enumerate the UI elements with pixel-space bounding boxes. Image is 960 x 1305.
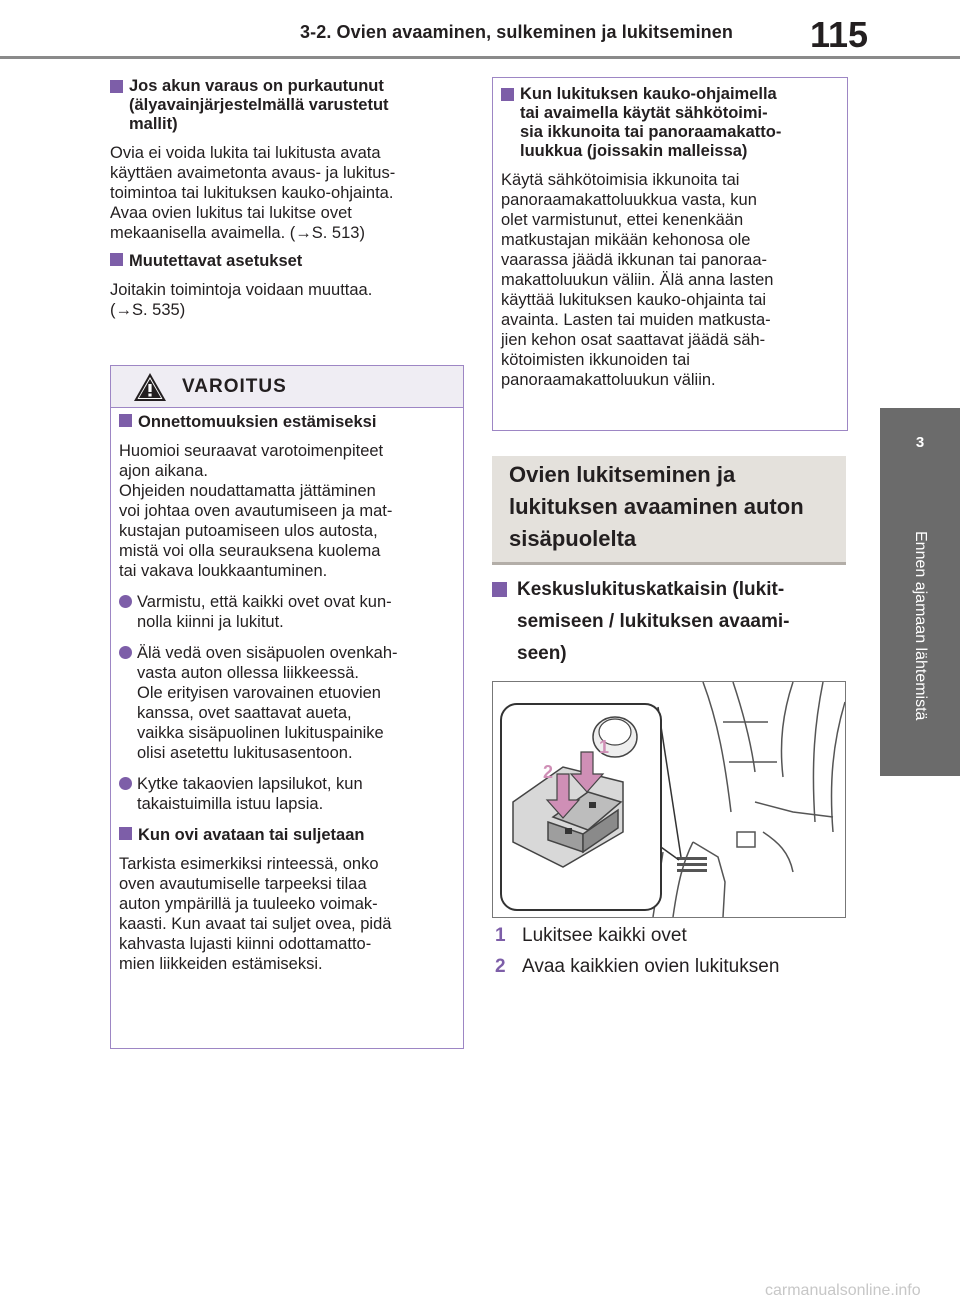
prevent-heading-text: Onnettomuuksien estämiseksi xyxy=(138,413,377,431)
text-line: Käytä sähkötoimisia ikkunoita tai xyxy=(501,171,740,189)
warning-title: VAROITUS xyxy=(182,376,287,397)
text-line: kaasti. Kun avaat tai suljet ovea, pidä xyxy=(119,915,392,933)
title-line: lukituksen avaaminen auton xyxy=(509,494,804,519)
item-number: 1 xyxy=(495,925,506,946)
text-line: Varmistu, että kaikki ovet ovat kun- xyxy=(137,593,392,611)
header-divider xyxy=(0,56,960,59)
prevent-heading xyxy=(119,413,459,432)
section-title-box xyxy=(492,456,846,565)
text-line: takaistuimilla istuu lapsia. xyxy=(137,795,324,813)
title-line: sisäpuolelta xyxy=(509,526,637,551)
remote-warning-box xyxy=(492,77,848,431)
battery-text xyxy=(110,143,470,243)
text-line: Kytke takaovien lapsilukot, kun xyxy=(137,775,363,793)
text-line: Huomioi seuraavat varotoimenpiteet xyxy=(119,442,384,460)
settings-text xyxy=(110,280,470,320)
text-line: avainta. Lasten tai muiden matkusta- xyxy=(501,311,771,329)
text-line: kötoimisten ikkunoiden tai xyxy=(501,351,690,369)
watermark: carmanualsonline.info xyxy=(765,1282,921,1299)
text-line: käyttää lukituksen kauko-ohjainta tai xyxy=(501,291,767,309)
square-bullet-icon xyxy=(501,88,514,101)
battery-section xyxy=(110,77,470,320)
heading-line: Jos akun varaus on purkautunut xyxy=(129,77,384,95)
text-line: Ole erityisen varovainen etuovien xyxy=(137,684,381,702)
warning-box xyxy=(110,407,464,1049)
figure-label-2: 2 xyxy=(543,762,554,782)
text-line: käyttäen avaimetonta avaus- ja lukitus- xyxy=(110,164,396,182)
section-title xyxy=(509,459,804,555)
heading-line: seen) xyxy=(517,643,567,664)
numbered-item xyxy=(495,925,687,947)
heading-line: Kun lukituksen kauko-ohjaimella xyxy=(520,85,777,103)
round-bullet-icon xyxy=(119,646,132,659)
text-line: Avaa ovien lukitus tai lukitse ovet xyxy=(110,204,352,222)
door-heading-text: Kun ovi avataan tai suljetaan xyxy=(138,826,365,844)
text-line: vaikka sisäpuolinen lukituspainike xyxy=(137,724,384,742)
page-number: 115 xyxy=(810,14,869,55)
text-line: panoraamakattoluukun väliin. xyxy=(501,371,716,389)
square-bullet-icon xyxy=(110,80,123,93)
text-line: Ohjeiden noudattamatta jättäminen xyxy=(119,482,376,500)
settings-heading-text: Muutettavat asetukset xyxy=(129,252,303,270)
chapter-number: 3 xyxy=(915,433,925,451)
text-line: kanssa, ovet saattavat aueta, xyxy=(137,704,352,722)
bullet-item xyxy=(119,643,459,763)
figure-label-1: 1 xyxy=(599,737,610,757)
page-reference-link[interactable]: mekaanisella avaimella. (→S. 513) xyxy=(110,224,365,242)
heading-line: Keskuslukituskatkaisin (lukit- xyxy=(517,579,785,600)
text-line: voi johtaa oven avautumiseen ja mat- xyxy=(119,502,393,520)
door-panel-drawing xyxy=(493,682,845,917)
text-line: kahvasta lujasti kiinni odottamatto- xyxy=(119,935,372,953)
item-text: Lukitsee kaikki ovet xyxy=(522,925,687,946)
bullet-item xyxy=(119,592,459,632)
heading-line: semiseen / lukituksen avaami- xyxy=(517,611,790,632)
square-bullet-icon xyxy=(492,582,507,597)
page-reference-link[interactable]: (→S. 535) xyxy=(110,301,186,319)
text-line: kustajan putoamiseen ulos autosta, xyxy=(119,522,378,540)
text-line: panoraamakattoluukkua vasta, kun xyxy=(501,191,757,209)
round-bullet-icon xyxy=(119,595,132,608)
heading-line: luukkua (joissakin malleissa) xyxy=(520,142,748,160)
numbered-item xyxy=(495,956,779,978)
door-heading xyxy=(119,826,459,845)
remote-text xyxy=(501,170,841,390)
text-line: auton ympärillä ja tuuleeko voimak- xyxy=(119,895,378,913)
text-line: ajon aikana. xyxy=(119,462,208,480)
bullet-item xyxy=(119,774,459,814)
text-line: Älä vedä oven sisäpuolen ovenkah- xyxy=(137,644,398,662)
text-line: vasta auton ollessa liikkeessä. xyxy=(137,664,359,682)
switch-heading xyxy=(492,574,852,670)
text-line: mistä voi olla seurauksena kuolema xyxy=(119,542,381,560)
text-line: tai vakava loukkaantuminen. xyxy=(119,562,328,580)
square-bullet-icon xyxy=(119,414,132,427)
door-text xyxy=(119,854,459,974)
lock-switch-illustration xyxy=(492,681,846,918)
heading-line: mallit) xyxy=(129,115,178,133)
warning-icon xyxy=(133,372,167,407)
battery-heading xyxy=(129,77,389,134)
text-line: nolla kiinni ja lukitut. xyxy=(137,613,284,631)
heading-line: sia ikkunoita tai panoraamakatto- xyxy=(520,123,782,141)
text-line: toimintoa tai lukituksen kauko-ohjainta. xyxy=(110,184,394,202)
text-line: makattoluukun väliin. Älä anna lasten xyxy=(501,271,774,289)
section-header: 3-2. Ovien avaaminen, sulkeminen ja lukitseminen xyxy=(300,22,733,42)
chapter-number-tab xyxy=(880,408,960,476)
text-line: Ovia ei voida lukita tai lukitusta avata xyxy=(110,144,381,162)
square-bullet-icon xyxy=(110,253,123,266)
text-line: Joitakin toimintoja voidaan muuttaa. xyxy=(110,281,373,299)
text-line: Tarkista esimerkiksi rinteessä, onko xyxy=(119,855,379,873)
warning-header xyxy=(110,365,464,408)
text-line: vaarassa jäädä ikkunan tai panoraa- xyxy=(501,251,768,269)
text-line: olisi asetettu lukitusasentoon. xyxy=(137,744,353,762)
chapter-title-tab xyxy=(880,476,960,776)
title-line: Ovien lukitseminen ja xyxy=(509,462,736,487)
square-bullet-icon xyxy=(119,827,132,840)
item-text: Avaa kaikkien ovien lukituksen xyxy=(522,956,780,977)
text-line: oven avautumiselle tarpeeksi tilaa xyxy=(119,875,367,893)
settings-heading xyxy=(110,252,470,271)
text-line: mien liikkeiden estämiseksi. xyxy=(119,955,323,973)
text-line: olet varmistunut, ettei kenenkään xyxy=(501,211,744,229)
item-number: 2 xyxy=(495,956,506,977)
remote-heading xyxy=(520,85,781,161)
round-bullet-icon xyxy=(119,777,132,790)
heading-line: (älyavainjärjestelmällä varustetut xyxy=(129,96,389,114)
heading-line: tai avaimella käytät sähkötoimi- xyxy=(520,104,768,122)
prevent-text xyxy=(119,441,459,581)
text-line: jien kehon osat saattavat jäädä säh- xyxy=(501,331,766,349)
text-line: matkustajan mikään kehonosa ole xyxy=(501,231,751,249)
chapter-title: Ennen ajamaan lähtemistä xyxy=(912,531,929,721)
